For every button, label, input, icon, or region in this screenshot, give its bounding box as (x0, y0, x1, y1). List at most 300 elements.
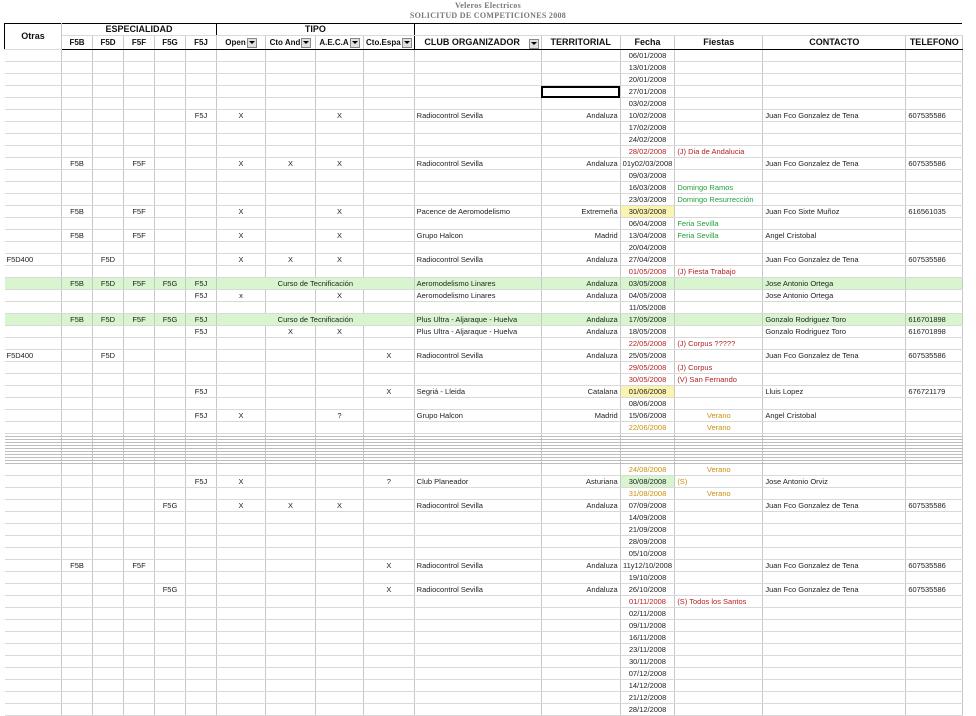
cell-fecha[interactable]: 23/11/2008 (620, 644, 675, 656)
cell-club[interactable] (414, 596, 541, 608)
cell-club[interactable] (414, 302, 541, 314)
cell-club[interactable]: Grupo Halcon (414, 230, 541, 242)
cell-fiestas[interactable] (675, 536, 763, 548)
cell-territorial[interactable] (541, 98, 620, 110)
cell-f5g[interactable] (155, 158, 186, 170)
cell-f5j[interactable] (186, 182, 217, 194)
cell-fiestas[interactable] (675, 110, 763, 122)
cell-f5g[interactable] (155, 194, 186, 206)
cell-open[interactable] (217, 98, 266, 110)
cell-f5f[interactable] (124, 500, 155, 512)
cell-club[interactable] (414, 632, 541, 644)
cell-aeca[interactable] (316, 524, 364, 536)
cell-cto-and[interactable] (266, 386, 316, 398)
cell-f5d[interactable] (93, 410, 124, 422)
cell-otras[interactable] (5, 620, 62, 632)
cell-cto-esp[interactable] (364, 122, 415, 134)
cell-club[interactable]: Club Planeador (414, 476, 541, 488)
cell-aeca[interactable] (316, 560, 364, 572)
cell-fiestas[interactable] (675, 314, 763, 326)
cell-f5d[interactable] (93, 656, 124, 668)
cell-contacto[interactable]: Juan Fco Gonzalez de Tena (763, 560, 906, 572)
cell-f5b[interactable] (62, 350, 93, 362)
cell-fiestas[interactable] (675, 62, 763, 74)
cell-fecha[interactable]: 18/05/2008 (620, 326, 675, 338)
cell-cto-esp[interactable] (364, 398, 415, 410)
cell-cto-esp[interactable]: X (364, 560, 415, 572)
cell-cto-and[interactable] (266, 230, 316, 242)
cell-f5g[interactable] (155, 560, 186, 572)
cell-aeca[interactable] (316, 50, 364, 62)
cell-cto-esp[interactable] (364, 422, 415, 434)
cell-open[interactable] (217, 584, 266, 596)
cell-f5g[interactable] (155, 704, 186, 716)
cell-otras[interactable] (5, 182, 62, 194)
cell-open[interactable]: X (217, 410, 266, 422)
cell-f5f[interactable] (124, 62, 155, 74)
cell-cto-esp[interactable] (364, 50, 415, 62)
cell-f5b[interactable] (62, 572, 93, 584)
cell-f5d[interactable] (93, 680, 124, 692)
cell-fecha[interactable]: 19/10/2008 (620, 572, 675, 584)
cell-fiestas[interactable] (675, 254, 763, 266)
cell-fecha[interactable]: 11/05/2008 (620, 302, 675, 314)
cell-fecha[interactable]: 21/09/2008 (620, 524, 675, 536)
cell-f5f[interactable] (124, 386, 155, 398)
cell-contacto[interactable] (763, 266, 906, 278)
cell-contacto[interactable] (763, 608, 906, 620)
cell-aeca[interactable] (316, 398, 364, 410)
cell-f5d[interactable] (93, 572, 124, 584)
cell-territorial[interactable] (541, 524, 620, 536)
cell-open[interactable]: X (217, 230, 266, 242)
cell-cto-and[interactable] (266, 536, 316, 548)
cell-fiestas[interactable] (675, 122, 763, 134)
cell-cto-and[interactable] (266, 560, 316, 572)
cell-club[interactable]: Radiocontrol Sevilla (414, 110, 541, 122)
cell-contacto[interactable]: Gonzalo Rodriguez Toro (763, 326, 906, 338)
cell-f5d[interactable] (93, 86, 124, 98)
cell-fecha[interactable]: 30/03/2008 (620, 206, 675, 218)
cell-contacto[interactable]: Angel Cristobal (763, 410, 906, 422)
cell-club[interactable] (414, 98, 541, 110)
cell-f5b[interactable] (62, 524, 93, 536)
cell-f5j[interactable] (186, 266, 217, 278)
cell-f5g[interactable] (155, 302, 186, 314)
cell-club[interactable] (414, 74, 541, 86)
cell-f5b[interactable] (62, 668, 93, 680)
cell-f5f[interactable] (124, 596, 155, 608)
cell-otras[interactable] (5, 194, 62, 206)
cell-otras[interactable] (5, 110, 62, 122)
cell-fiestas[interactable] (675, 680, 763, 692)
cell-cto-and[interactable] (266, 362, 316, 374)
cell-telefono[interactable] (906, 74, 963, 86)
cell-aeca[interactable]: X (316, 326, 364, 338)
cell-f5b[interactable] (62, 110, 93, 122)
cell-f5d[interactable] (93, 386, 124, 398)
cell-open[interactable] (217, 302, 266, 314)
cell-f5b[interactable] (62, 122, 93, 134)
cell-f5f[interactable] (124, 644, 155, 656)
cell-territorial[interactable] (541, 644, 620, 656)
cell-fecha[interactable]: 13/04/2008 (620, 230, 675, 242)
cell-fecha[interactable]: 30/08/2008 (620, 476, 675, 488)
cell-otras[interactable] (5, 326, 62, 338)
cell-open[interactable] (217, 560, 266, 572)
cell-fiestas[interactable] (675, 50, 763, 62)
cell-club[interactable]: Radiocontrol Sevilla (414, 350, 541, 362)
cell-contacto[interactable]: Angel Cristobal (763, 230, 906, 242)
cell-otras[interactable] (5, 50, 62, 62)
cell-fiestas[interactable] (675, 242, 763, 254)
cell-f5d[interactable] (93, 608, 124, 620)
cell-otras[interactable] (5, 362, 62, 374)
cell-territorial[interactable]: Andaluza (541, 500, 620, 512)
cell-f5f[interactable] (124, 254, 155, 266)
cell-f5d[interactable] (93, 62, 124, 74)
cell-otras[interactable] (5, 644, 62, 656)
cell-cto-esp[interactable]: X (364, 350, 415, 362)
cell-club[interactable] (414, 644, 541, 656)
cell-f5d[interactable]: F5D (93, 278, 124, 290)
filter-dropdown-icon[interactable] (301, 38, 311, 48)
cell-cto-and[interactable] (266, 572, 316, 584)
cell-territorial[interactable]: Madrid (541, 410, 620, 422)
cell-contacto[interactable] (763, 644, 906, 656)
cell-f5j[interactable] (186, 608, 217, 620)
cell-cto-and[interactable] (266, 194, 316, 206)
cell-otras[interactable] (5, 242, 62, 254)
cell-telefono[interactable] (906, 50, 963, 62)
cell-territorial[interactable] (541, 656, 620, 668)
cell-cto-esp[interactable] (364, 206, 415, 218)
cell-open[interactable]: X (217, 158, 266, 170)
cell-cto-esp[interactable] (364, 644, 415, 656)
cell-telefono[interactable] (906, 266, 963, 278)
cell-f5j[interactable] (186, 398, 217, 410)
cell-cto-and[interactable] (266, 608, 316, 620)
cell-cto-and[interactable] (266, 266, 316, 278)
cell-f5d[interactable] (93, 374, 124, 386)
cell-f5d[interactable]: F5D (93, 314, 124, 326)
cell-aeca[interactable] (316, 572, 364, 584)
cell-f5f[interactable] (124, 146, 155, 158)
header-cto-esp[interactable] (364, 36, 415, 50)
cell-club[interactable] (414, 524, 541, 536)
cell-territorial[interactable] (541, 242, 620, 254)
cell-open[interactable]: X (217, 500, 266, 512)
cell-f5d[interactable] (93, 398, 124, 410)
cell-cto-esp[interactable] (364, 692, 415, 704)
cell-otras[interactable] (5, 398, 62, 410)
cell-f5d[interactable] (93, 158, 124, 170)
cell-otras[interactable] (5, 266, 62, 278)
cell-f5d[interactable] (93, 488, 124, 500)
cell-f5d[interactable] (93, 206, 124, 218)
cell-contacto[interactable] (763, 194, 906, 206)
cell-f5j[interactable] (186, 194, 217, 206)
cell-fiestas[interactable] (675, 398, 763, 410)
cell-f5d[interactable] (93, 266, 124, 278)
cell-contacto[interactable] (763, 692, 906, 704)
cell-territorial[interactable] (541, 362, 620, 374)
cell-fecha[interactable]: 13/01/2008 (620, 62, 675, 74)
cell-f5g[interactable] (155, 338, 186, 350)
cell-f5f[interactable] (124, 410, 155, 422)
cell-otras[interactable] (5, 314, 62, 326)
cell-fiestas[interactable] (675, 158, 763, 170)
cell-f5f[interactable]: F5F (124, 158, 155, 170)
cell-f5d[interactable] (93, 146, 124, 158)
cell-f5j[interactable] (186, 536, 217, 548)
cell-f5d[interactable] (93, 524, 124, 536)
cell-club[interactable]: Aeromodelismo Linares (414, 290, 541, 302)
cell-fiestas[interactable] (675, 572, 763, 584)
cell-open[interactable] (217, 620, 266, 632)
cell-otras[interactable] (5, 464, 62, 476)
cell-otras[interactable] (5, 572, 62, 584)
cell-fiestas[interactable]: (V) San Fernando (675, 374, 763, 386)
cell-club[interactable]: Radiocontrol Sevilla (414, 584, 541, 596)
cell-contacto[interactable]: Juan Fco Gonzalez de Tena (763, 158, 906, 170)
cell-f5b[interactable] (62, 680, 93, 692)
cell-contacto[interactable] (763, 302, 906, 314)
cell-f5g[interactable] (155, 74, 186, 86)
cell-otras[interactable] (5, 548, 62, 560)
cell-fecha[interactable]: 03/05/2008 (620, 278, 675, 290)
cell-telefono[interactable] (906, 290, 963, 302)
cell-open[interactable] (217, 374, 266, 386)
cell-telefono[interactable] (906, 476, 963, 488)
cell-f5g[interactable] (155, 326, 186, 338)
cell-contacto[interactable] (763, 134, 906, 146)
cell-cto-and[interactable] (266, 524, 316, 536)
cell-telefono[interactable] (906, 680, 963, 692)
cell-fiestas[interactable]: Verano (675, 488, 763, 500)
cell-contacto[interactable]: Gonzalo Rodriguez Toro (763, 314, 906, 326)
cell-otras[interactable] (5, 524, 62, 536)
cell-open[interactable] (217, 548, 266, 560)
cell-territorial[interactable] (541, 548, 620, 560)
cell-club[interactable] (414, 50, 541, 62)
cell-telefono[interactable] (906, 668, 963, 680)
cell-otras[interactable] (5, 302, 62, 314)
cell-cto-and[interactable] (266, 548, 316, 560)
cell-contacto[interactable] (763, 488, 906, 500)
cell-fecha[interactable]: 14/09/2008 (620, 512, 675, 524)
cell-f5g[interactable] (155, 350, 186, 362)
cell-territorial[interactable] (541, 182, 620, 194)
cell-f5j[interactable] (186, 692, 217, 704)
cell-territorial[interactable] (541, 536, 620, 548)
cell-contacto[interactable] (763, 668, 906, 680)
cell-telefono[interactable] (906, 620, 963, 632)
cell-telefono[interactable]: 616701898 (906, 326, 963, 338)
cell-otras[interactable] (5, 134, 62, 146)
cell-f5d[interactable] (93, 536, 124, 548)
cell-territorial[interactable] (541, 62, 620, 74)
cell-telefono[interactable] (906, 632, 963, 644)
cell-territorial[interactable] (541, 668, 620, 680)
cell-f5j[interactable] (186, 620, 217, 632)
cell-f5f[interactable]: F5F (124, 278, 155, 290)
cell-open[interactable] (217, 218, 266, 230)
cell-territorial[interactable]: Andaluza (541, 278, 620, 290)
cell-aeca[interactable] (316, 596, 364, 608)
cell-territorial[interactable]: Andaluza (541, 350, 620, 362)
cell-f5j[interactable] (186, 338, 217, 350)
cell-territorial[interactable]: Andaluza (541, 326, 620, 338)
cell-cto-and[interactable] (266, 50, 316, 62)
cell-f5b[interactable] (62, 146, 93, 158)
cell-f5j[interactable] (186, 668, 217, 680)
cell-contacto[interactable] (763, 572, 906, 584)
cell-fecha[interactable]: 06/01/2008 (620, 50, 675, 62)
cell-fiestas[interactable] (675, 290, 763, 302)
cell-cto-and[interactable] (266, 122, 316, 134)
cell-aeca[interactable] (316, 374, 364, 386)
cell-fecha[interactable]: 24/08/2008 (620, 464, 675, 476)
cell-otras[interactable]: F5D400 (5, 254, 62, 266)
cell-f5b[interactable] (62, 218, 93, 230)
cell-f5j[interactable] (186, 656, 217, 668)
cell-f5d[interactable] (93, 194, 124, 206)
cell-territorial[interactable] (541, 680, 620, 692)
cell-contacto[interactable] (763, 182, 906, 194)
cell-telefono[interactable] (906, 218, 963, 230)
cell-contacto[interactable]: Juan Fco Gonzalez de Tena (763, 254, 906, 266)
cell-f5j[interactable]: F5J (186, 386, 217, 398)
cell-f5g[interactable] (155, 620, 186, 632)
cell-f5b[interactable] (62, 74, 93, 86)
cell-open[interactable] (217, 146, 266, 158)
cell-cto-esp[interactable] (364, 194, 415, 206)
cell-f5j[interactable] (186, 98, 217, 110)
cell-fiestas[interactable] (675, 386, 763, 398)
cell-otras[interactable] (5, 608, 62, 620)
cell-fiestas[interactable] (675, 656, 763, 668)
cell-f5g[interactable] (155, 266, 186, 278)
cell-cto-esp[interactable] (364, 182, 415, 194)
cell-fiestas[interactable]: Verano (675, 422, 763, 434)
cell-f5b[interactable] (62, 584, 93, 596)
cell-fecha[interactable]: 31/08/2008 (620, 488, 675, 500)
cell-territorial[interactable] (541, 632, 620, 644)
cell-otras[interactable] (5, 668, 62, 680)
cell-aeca[interactable] (316, 338, 364, 350)
cell-telefono[interactable] (906, 374, 963, 386)
cell-aeca[interactable] (316, 644, 364, 656)
cell-otras[interactable] (5, 278, 62, 290)
cell-territorial[interactable]: Asturiana (541, 476, 620, 488)
cell-territorial[interactable] (541, 170, 620, 182)
cell-cto-and[interactable] (266, 398, 316, 410)
cell-otras[interactable] (5, 500, 62, 512)
cell-contacto[interactable]: Juan Fco Gonzalez de Tena (763, 350, 906, 362)
cell-club[interactable] (414, 398, 541, 410)
cell-contacto[interactable]: Jose Antonio Ortega (763, 290, 906, 302)
cell-fecha[interactable]: 30/05/2008 (620, 374, 675, 386)
cell-f5f[interactable] (124, 512, 155, 524)
cell-f5f[interactable] (124, 350, 155, 362)
cell-territorial[interactable] (541, 218, 620, 230)
cell-fecha[interactable]: 09/11/2008 (620, 620, 675, 632)
cell-f5b[interactable] (62, 464, 93, 476)
cell-f5j[interactable] (186, 50, 217, 62)
cell-territorial[interactable] (541, 488, 620, 500)
cell-club[interactable] (414, 572, 541, 584)
cell-open[interactable] (217, 572, 266, 584)
cell-aeca[interactable] (316, 512, 364, 524)
cell-f5j[interactable] (186, 350, 217, 362)
cell-fiestas[interactable] (675, 548, 763, 560)
cell-telefono[interactable] (906, 656, 963, 668)
cell-aeca[interactable] (316, 464, 364, 476)
cell-f5f[interactable] (124, 548, 155, 560)
cell-telefono[interactable] (906, 644, 963, 656)
cell-cto-and[interactable] (266, 620, 316, 632)
cell-territorial[interactable] (541, 134, 620, 146)
cell-f5j[interactable]: F5J (186, 110, 217, 122)
cell-cto-and[interactable]: X (266, 500, 316, 512)
cell-contacto[interactable]: Juan Fco Sixte Muñoz (763, 206, 906, 218)
cell-f5g[interactable] (155, 644, 186, 656)
cell-contacto[interactable] (763, 218, 906, 230)
cell-f5j[interactable] (186, 230, 217, 242)
cell-territorial[interactable]: Extremeña (541, 206, 620, 218)
cell-otras[interactable] (5, 680, 62, 692)
cell-fecha[interactable]: 24/02/2008 (620, 134, 675, 146)
cell-f5f[interactable] (124, 110, 155, 122)
cell-open[interactable] (217, 512, 266, 524)
cell-otras[interactable] (5, 596, 62, 608)
cell-territorial[interactable] (541, 620, 620, 632)
cell-fiestas[interactable]: Feria Sevilla (675, 230, 763, 242)
cell-club[interactable] (414, 464, 541, 476)
cell-telefono[interactable] (906, 146, 963, 158)
cell-telefono[interactable] (906, 194, 963, 206)
cell-cto-esp[interactable] (364, 86, 415, 98)
cell-cto-esp[interactable] (364, 608, 415, 620)
cell-contacto[interactable] (763, 170, 906, 182)
cell-f5d[interactable] (93, 74, 124, 86)
cell-telefono[interactable] (906, 692, 963, 704)
cell-cto-esp[interactable] (364, 266, 415, 278)
cell-f5b[interactable] (62, 98, 93, 110)
cell-telefono[interactable]: 607535586 (906, 110, 963, 122)
cell-contacto[interactable] (763, 512, 906, 524)
cell-telefono[interactable] (906, 524, 963, 536)
cell-club[interactable] (414, 122, 541, 134)
cell-f5d[interactable] (93, 704, 124, 716)
cell-cto-and[interactable] (266, 704, 316, 716)
cell-cto-esp[interactable] (364, 146, 415, 158)
cell-f5d[interactable] (93, 620, 124, 632)
cell-cto-esp[interactable] (364, 326, 415, 338)
cell-open[interactable] (217, 50, 266, 62)
cell-contacto[interactable] (763, 146, 906, 158)
cell-cto-esp[interactable] (364, 656, 415, 668)
cell-telefono[interactable] (906, 122, 963, 134)
cell-f5d[interactable] (93, 464, 124, 476)
filter-dropdown-icon[interactable] (529, 39, 539, 49)
cell-f5j[interactable] (186, 86, 217, 98)
cell-aeca[interactable] (316, 86, 364, 98)
cell-f5b[interactable] (62, 548, 93, 560)
cell-contacto[interactable]: Jose Antonio Ortega (763, 278, 906, 290)
cell-fecha[interactable]: 03/02/2008 (620, 98, 675, 110)
